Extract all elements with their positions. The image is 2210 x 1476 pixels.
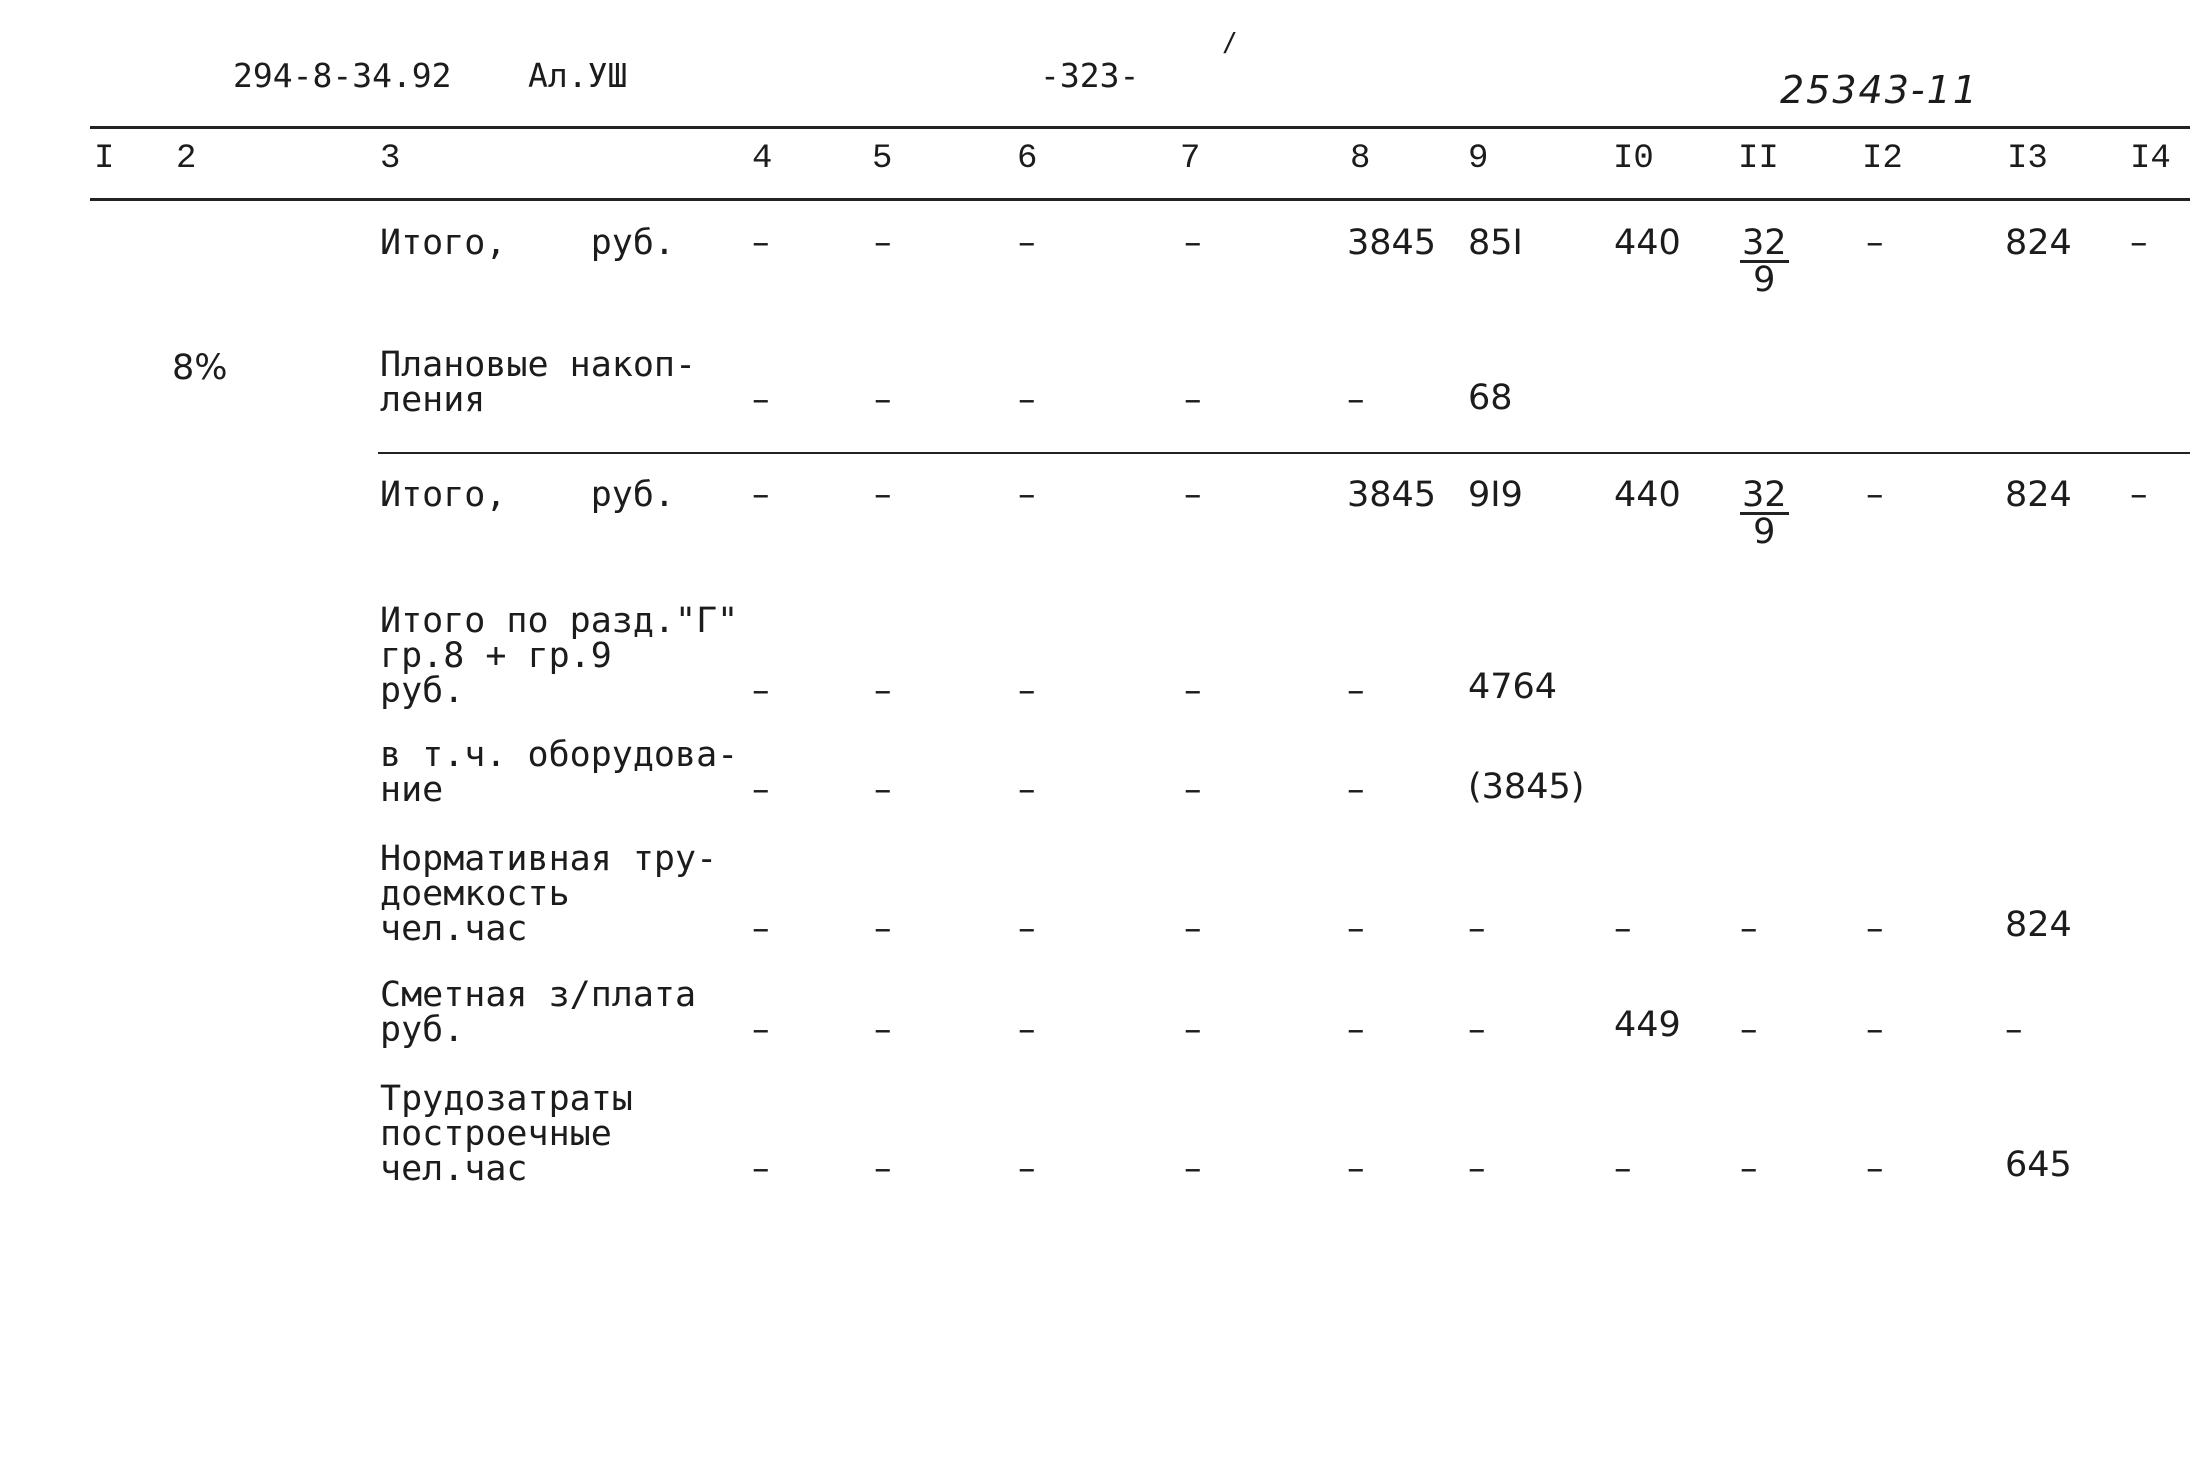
cell-col-11: – (1740, 1149, 1758, 1189)
cell-col-10: – (1614, 1149, 1632, 1189)
page-number: -323- (1040, 56, 1140, 95)
cell-col-8: – (1347, 909, 1365, 949)
cell-col-4: – (752, 1149, 770, 1189)
row-label: Плановые накоп- ления (380, 345, 697, 420)
cell-col-12: – (1866, 909, 1884, 949)
cell-col-12: – (1866, 475, 1884, 515)
cell-col-9: (3845) (1468, 767, 1585, 807)
cell-col-9: – (1468, 1149, 1486, 1189)
subtotal-rule (378, 452, 2190, 454)
cell-col-9: 85I (1468, 223, 1523, 263)
cell-col-12: – (1866, 1149, 1884, 1189)
cell-col-6: – (1018, 1010, 1036, 1050)
fraction-numerator: 32 (1742, 475, 1787, 515)
cell-col-13: 824 (2005, 223, 2072, 263)
cell-col-8: 3845 (1347, 475, 1437, 515)
cell-col-6: – (1018, 380, 1036, 420)
percent-rate: 8% (172, 348, 228, 388)
cell-col-12: – (1866, 1010, 1884, 1050)
row-label: в т.ч. оборудова- ние (380, 735, 739, 810)
cell-col-6: – (1018, 671, 1036, 711)
cell-col-8: – (1347, 1149, 1365, 1189)
cell-col-7: – (1184, 671, 1202, 711)
row-label: Нормативная тру- доемкость чел.час (380, 839, 718, 949)
col-head-3: 3 (380, 140, 401, 178)
cell-col-4: – (752, 380, 770, 420)
cell-col-6: – (1018, 770, 1036, 810)
cell-col-11-fraction (1740, 475, 1789, 552)
cell-col-7: – (1184, 1149, 1202, 1189)
cell-col-6: – (1018, 909, 1036, 949)
cell-col-6: – (1018, 223, 1036, 263)
cell-col-11: – (1740, 1010, 1758, 1050)
fraction-denominator: 9 (1753, 512, 1776, 552)
cell-col-7: – (1184, 475, 1202, 515)
row-label: Сметная з/плата руб. (380, 975, 697, 1050)
cell-col-5: – (874, 1010, 892, 1050)
cell-col-8: 3845 (1347, 223, 1437, 263)
col-head-12: I2 (1862, 140, 1903, 178)
cell-col-10: 449 (1614, 1005, 1681, 1045)
cell-col-9: 68 (1468, 378, 1513, 418)
cell-col-12: – (1866, 223, 1884, 263)
cell-col-11-fraction (1740, 223, 1789, 300)
col-head-11: II (1738, 140, 1779, 178)
cell-col-9: 9I9 (1468, 475, 1523, 515)
cell-col-5: – (874, 671, 892, 711)
cell-col-13: 824 (2005, 905, 2072, 945)
cell-col-4: – (752, 909, 770, 949)
cell-col-5: – (874, 223, 892, 263)
cell-col-10: – (1614, 909, 1632, 949)
col-head-6: 6 (1017, 140, 1038, 178)
cell-col-9: 4764 (1468, 667, 1558, 707)
fraction-numerator: 32 (1742, 223, 1787, 263)
cell-col-7: – (1184, 1010, 1202, 1050)
col-head-9: 9 (1468, 140, 1489, 178)
cell-col-4: – (752, 671, 770, 711)
cell-col-4: – (752, 223, 770, 263)
cell-col-13: 824 (2005, 475, 2072, 515)
cell-col-5: – (874, 909, 892, 949)
cell-col-8: – (1347, 770, 1365, 810)
col-head-4: 4 (752, 140, 773, 178)
col-head-2: 2 (176, 140, 197, 178)
cell-col-10: 440 (1614, 223, 1681, 263)
cell-col-7: – (1184, 380, 1202, 420)
album-label: Ал.УШ (528, 56, 628, 95)
sheet-number: 25343-11 (1780, 68, 1979, 112)
row-label: Итого, руб. (380, 475, 676, 515)
cell-col-5: – (874, 770, 892, 810)
cell-col-6: – (1018, 475, 1036, 515)
cell-col-13: – (2005, 1010, 2023, 1050)
cell-col-8: – (1347, 380, 1365, 420)
cell-col-5: – (874, 380, 892, 420)
cell-col-10: 440 (1614, 475, 1681, 515)
header-bottom-rule (90, 198, 2190, 201)
doc-code: 294-8-34.92 (233, 56, 452, 95)
cell-col-4: – (752, 770, 770, 810)
cell-col-7: – (1184, 223, 1202, 263)
col-head-8: 8 (1350, 140, 1371, 178)
row-label: Итого, руб. (380, 223, 676, 263)
col-head-14: I4 (2130, 140, 2171, 178)
cell-col-9: – (1468, 909, 1486, 949)
col-head-5: 5 (872, 140, 893, 178)
col-head-7: 7 (1180, 140, 1201, 178)
cell-col-8: – (1347, 671, 1365, 711)
tick-mark: / (1222, 28, 1238, 58)
cell-col-4: – (752, 475, 770, 515)
col-head-13: I3 (2007, 140, 2048, 178)
cell-col-7: – (1184, 909, 1202, 949)
col-head-10: I0 (1613, 140, 1654, 178)
cell-col-11: – (1740, 909, 1758, 949)
cell-col-9: – (1468, 1010, 1486, 1050)
fraction-denominator: 9 (1753, 260, 1776, 300)
cell-col-5: – (874, 475, 892, 515)
cell-col-14: – (2130, 223, 2148, 263)
cell-col-14: – (2130, 475, 2148, 515)
cell-col-6: – (1018, 1149, 1036, 1189)
row-label: Трудозатраты построечные чел.час (380, 1079, 633, 1189)
row-label: Итого по разд."Г" гр.8 + гр.9 руб. (380, 601, 739, 711)
cell-col-4: – (752, 1010, 770, 1050)
cell-col-5: – (874, 1149, 892, 1189)
cell-col-7: – (1184, 770, 1202, 810)
cell-col-8: – (1347, 1010, 1365, 1050)
cell-col-13: 645 (2005, 1145, 2072, 1185)
col-head-1: I (94, 140, 115, 178)
header-top-rule (90, 126, 2190, 129)
